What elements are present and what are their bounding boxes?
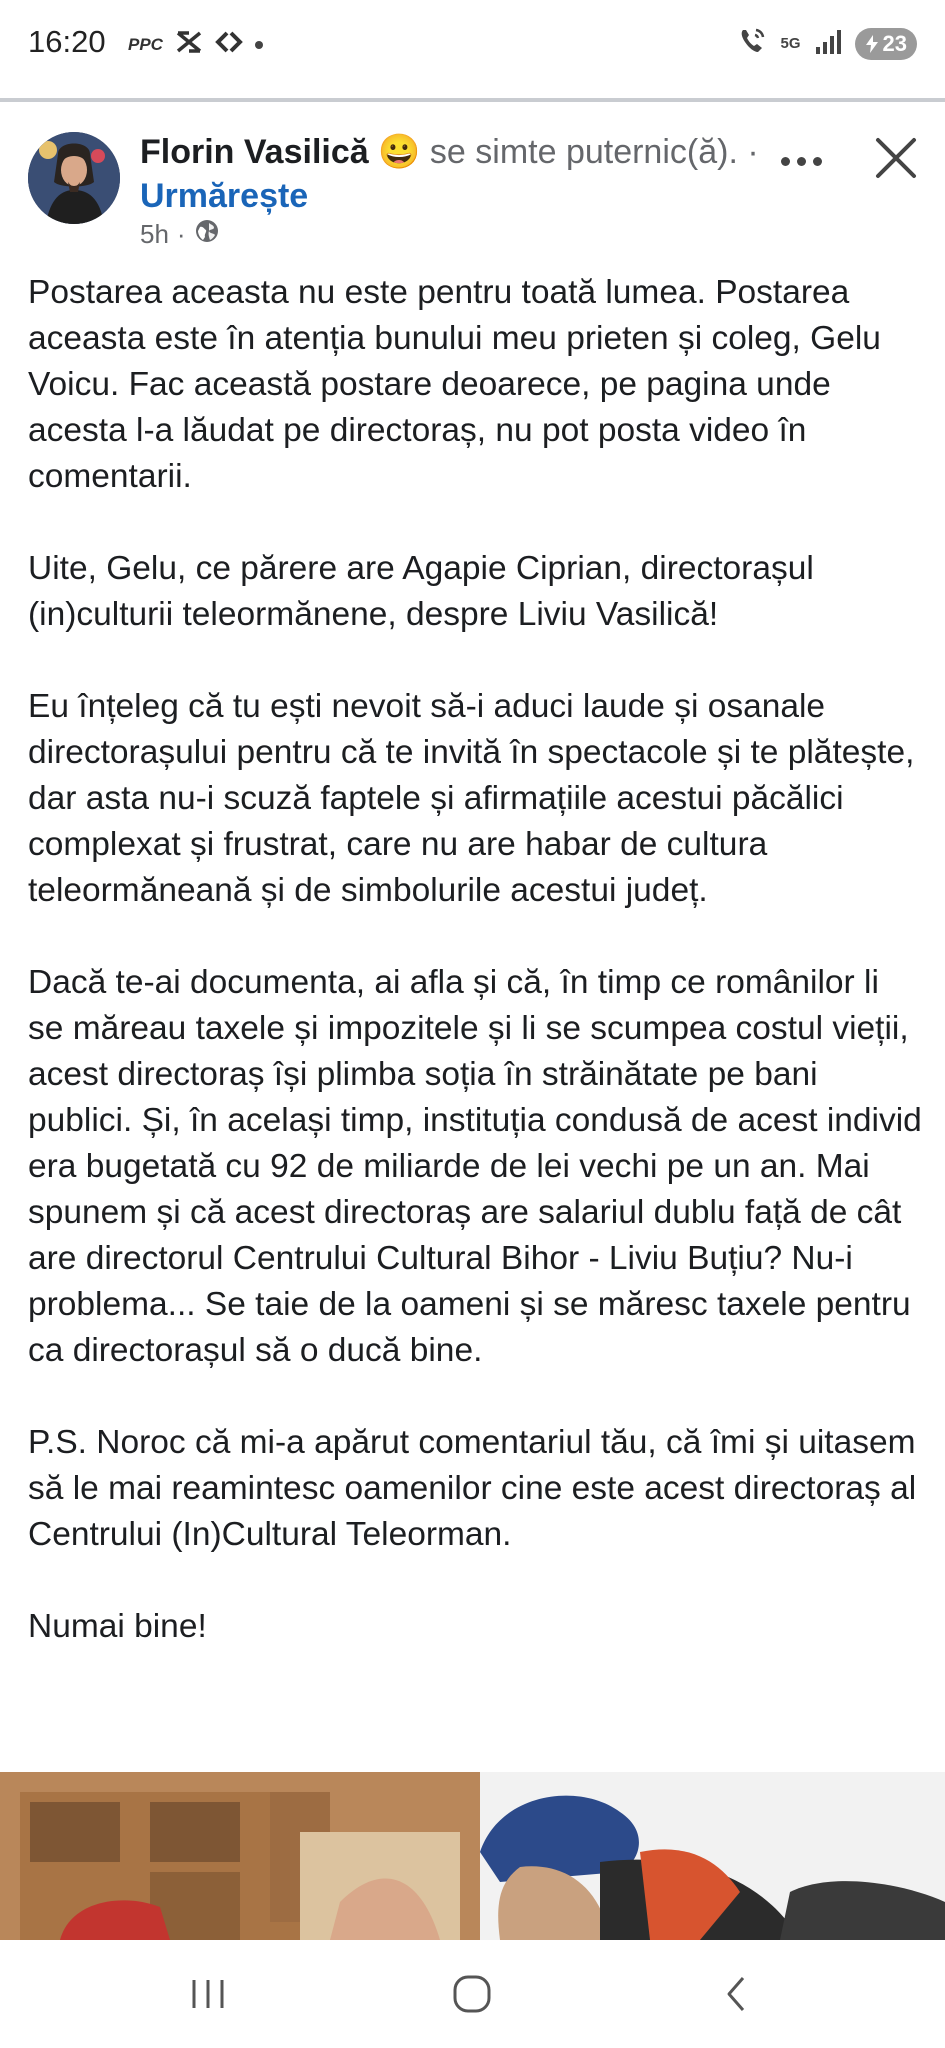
back-icon [721,1974,751,2014]
follow-separator: · [747,133,759,171]
home-icon [451,1973,493,2015]
status-time: 16:20 [28,24,106,59]
author-line [140,130,760,218]
meta-separator: · [176,219,186,249]
avatar[interactable] [28,132,120,224]
post-body [28,270,923,1696]
more-options-button[interactable] [766,136,836,186]
globe-icon [194,218,220,251]
post-video-thumbnail[interactable] [0,1772,945,1940]
close-button[interactable] [868,130,924,186]
status-system-icons [737,26,918,61]
post-paragraph: P.S. Noroc că mi-a apărut comentariul tău, că îmi și uitasem să le mai reamintesc oamenilor cine este acest directoraș al Centrului (In)Cultural Teleorman. [28,1424,917,1553]
header-divider [0,98,945,102]
post-paragraph: Eu înțeleg că tu ești nevoit să-i aduci laude și osanale directorașului pentru că te invită în spectacole și te plătește, dar asta nu-i scuză faptele și afirmațiile acestui păcălici complexat și frustrat, care nu are habar de cultura teleormăneană și de simbolurile acestui județ. [28,688,915,909]
dot-icon [255,41,263,49]
feeling-text: se simte puternic(ă). [429,133,738,171]
signal-icon [815,27,841,60]
home-button[interactable] [432,1964,512,2024]
more-dot-icon [797,157,806,166]
capcut-icon [175,30,203,60]
post-paragraph: Uite, Gelu, ce părere are Agapie Ciprian, directorașul (in)culturii teleormănene, despre Liviu Vasilică! [28,550,814,633]
recents-button[interactable] [168,1964,248,2024]
system-nav-bar [0,1940,945,2048]
post-meta [140,218,220,251]
author-name[interactable]: Florin Vasilică [140,133,369,171]
post-time[interactable]: 5h [140,219,169,249]
wifi-call-icon [737,26,767,61]
post-paragraph: Postarea aceasta nu este pentru toată lumea. Postarea aceasta este în atenția bunului meu prieten și coleg, Gelu Voicu. Fac această postare deoarece, pe pagina unde acesta l-a lăudat pe directoraș, nu pot posta video în comentarii. [28,274,881,495]
battery-indicator [855,28,917,60]
more-dot-icon [781,157,790,166]
close-icon [868,130,924,186]
recents-icon [188,1976,228,2012]
back-button[interactable] [696,1964,776,2024]
network-5g-label: 5G [780,34,801,52]
status-bar [0,0,945,96]
more-dot-icon [813,157,822,166]
post-paragraph: Numai bine! [28,1608,207,1645]
post-paragraph: Dacă te-ai documenta, ai afla și că, în timp ce românilor li se măreau taxele și impozitele și li se scumpea costul vieții, acest directoraș își plimba soția în străinătate pe bani publici. Și, în același timp, instituția condusă de acest individ era bugetată cu 92 de miliarde de lei vechi pe un an. Mai spunem și că acest directoraș are salariul dublu față de cât are directorul Centrului Cultural Bihor - Liviu Buțiu? Nu-i problema... Se taie de la oameni și se măresc taxele pentru ca directorașul să o ducă bine. [28,964,922,1369]
feeling-emoji: 😀 [378,133,421,171]
ppc-icon: PPC [128,35,163,54]
battery-level: 23 [882,30,907,56]
status-notification-icons [128,30,263,60]
follow-link[interactable]: Urmărește [140,177,309,215]
post-header [28,130,918,260]
carrefour-icon [215,30,243,60]
